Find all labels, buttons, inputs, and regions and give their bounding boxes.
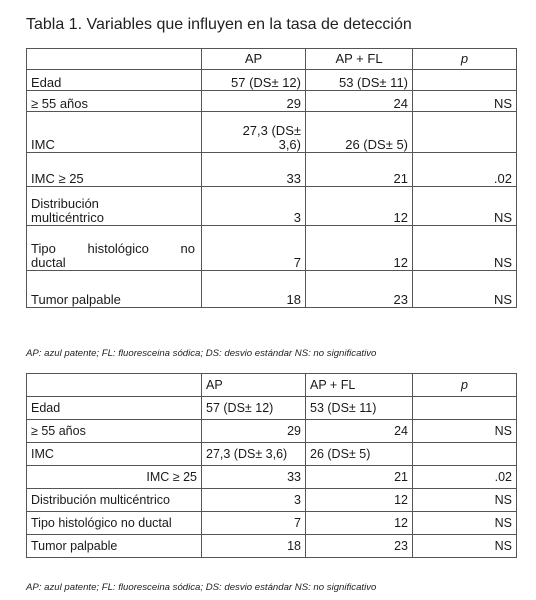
header-ap: AP xyxy=(202,49,306,70)
cell-p xyxy=(413,70,517,91)
table-row xyxy=(27,70,517,91)
header-ap-fl: AP + FL xyxy=(306,49,413,70)
row-label: ≥ 55 años xyxy=(27,91,202,112)
cell-p: NS xyxy=(413,226,517,271)
cell-ap-fl: 53 (DS± 11) xyxy=(306,397,413,420)
row-label: Edad xyxy=(27,397,202,420)
table-header-row xyxy=(27,374,517,397)
row-label: IMC xyxy=(27,112,202,153)
cell-ap: 3 xyxy=(202,187,306,226)
cell-ap: 33 xyxy=(202,466,306,489)
row-label: Distribución multicéntrico xyxy=(27,489,202,512)
cell-ap-fl: 12 xyxy=(306,512,413,535)
footnote-1: AP: azul patente; FL: fluoresceina sódica; DS: desvio estándar NS: no significativo xyxy=(26,348,377,359)
table-row xyxy=(27,489,517,512)
header-p: p xyxy=(413,49,517,70)
cell-p: NS xyxy=(413,187,517,226)
cell-ap-fl: 23 xyxy=(306,535,413,558)
row-label: IMC ≥ 25 xyxy=(27,153,202,187)
table-row xyxy=(27,535,517,558)
table-row xyxy=(27,112,517,153)
table-row xyxy=(27,91,517,112)
table-1 xyxy=(26,48,517,308)
cell-p xyxy=(413,443,517,466)
cell-ap: 57 (DS± 12) xyxy=(202,70,306,91)
row-label: Tipo histológico no ductal xyxy=(27,226,202,271)
table-row xyxy=(27,226,517,271)
cell-ap: 33 xyxy=(202,153,306,187)
cell-ap: 29 xyxy=(202,91,306,112)
cell-ap: 29 xyxy=(202,420,306,443)
cell-ap-fl: 26 (DS± 5) xyxy=(306,112,413,153)
cell-p: NS xyxy=(413,489,517,512)
table-row xyxy=(27,443,517,466)
cell-p: NS xyxy=(413,535,517,558)
cell-p: .02 xyxy=(413,466,517,489)
table-row xyxy=(27,397,517,420)
table-row xyxy=(27,153,517,187)
cell-p: NS xyxy=(413,271,517,308)
cell-ap: 3 xyxy=(202,489,306,512)
table-2 xyxy=(26,373,517,558)
cell-ap-fl: 21 xyxy=(306,466,413,489)
header-empty xyxy=(27,374,202,397)
cell-ap: 7 xyxy=(202,512,306,535)
cell-ap-fl: 21 xyxy=(306,153,413,187)
cell-ap: 27,3 (DS± 3,6) xyxy=(202,443,306,466)
cell-p: NS xyxy=(413,91,517,112)
cell-ap-fl: 24 xyxy=(306,420,413,443)
header-empty xyxy=(27,49,202,70)
row-label: IMC ≥ 25 xyxy=(27,466,202,489)
cell-p xyxy=(413,112,517,153)
row-label: Distribución multicéntrico xyxy=(27,187,202,226)
header-p: p xyxy=(413,374,517,397)
row-label: Tumor palpable xyxy=(27,535,202,558)
cell-ap: 57 (DS± 12) xyxy=(202,397,306,420)
row-label: IMC xyxy=(27,443,202,466)
footnote-2: AP: azul patente; FL: fluoresceina sódica; DS: desvio estándar NS: no significativo xyxy=(26,582,377,593)
cell-ap-fl: 23 xyxy=(306,271,413,308)
cell-ap: 18 xyxy=(202,271,306,308)
table-title: Tabla 1. Variables que influyen en la tasa de detección xyxy=(26,16,412,33)
table-row xyxy=(27,466,517,489)
row-label: Edad xyxy=(27,70,202,91)
cell-ap: 7 xyxy=(202,226,306,271)
cell-p: NS xyxy=(413,512,517,535)
row-label: ≥ 55 años xyxy=(27,420,202,443)
table-row xyxy=(27,512,517,535)
cell-ap-fl: 24 xyxy=(306,91,413,112)
table-header-row xyxy=(27,49,517,70)
cell-ap: 27,3 (DS± 3,6) xyxy=(202,112,306,153)
cell-p: NS xyxy=(413,420,517,443)
table-row xyxy=(27,271,517,308)
cell-ap-fl: 26 (DS± 5) xyxy=(306,443,413,466)
cell-ap-fl: 12 xyxy=(306,226,413,271)
table-row xyxy=(27,187,517,226)
cell-p: .02 xyxy=(413,153,517,187)
cell-ap-fl: 12 xyxy=(306,489,413,512)
header-ap-fl: AP + FL xyxy=(306,374,413,397)
cell-ap-fl: 12 xyxy=(306,187,413,226)
cell-ap: 18 xyxy=(202,535,306,558)
header-ap: AP xyxy=(202,374,306,397)
cell-p xyxy=(413,397,517,420)
row-label: Tumor palpable xyxy=(27,271,202,308)
row-label: Tipo histológico no ductal xyxy=(27,512,202,535)
cell-ap-fl: 53 (DS± 11) xyxy=(306,70,413,91)
table-row xyxy=(27,420,517,443)
